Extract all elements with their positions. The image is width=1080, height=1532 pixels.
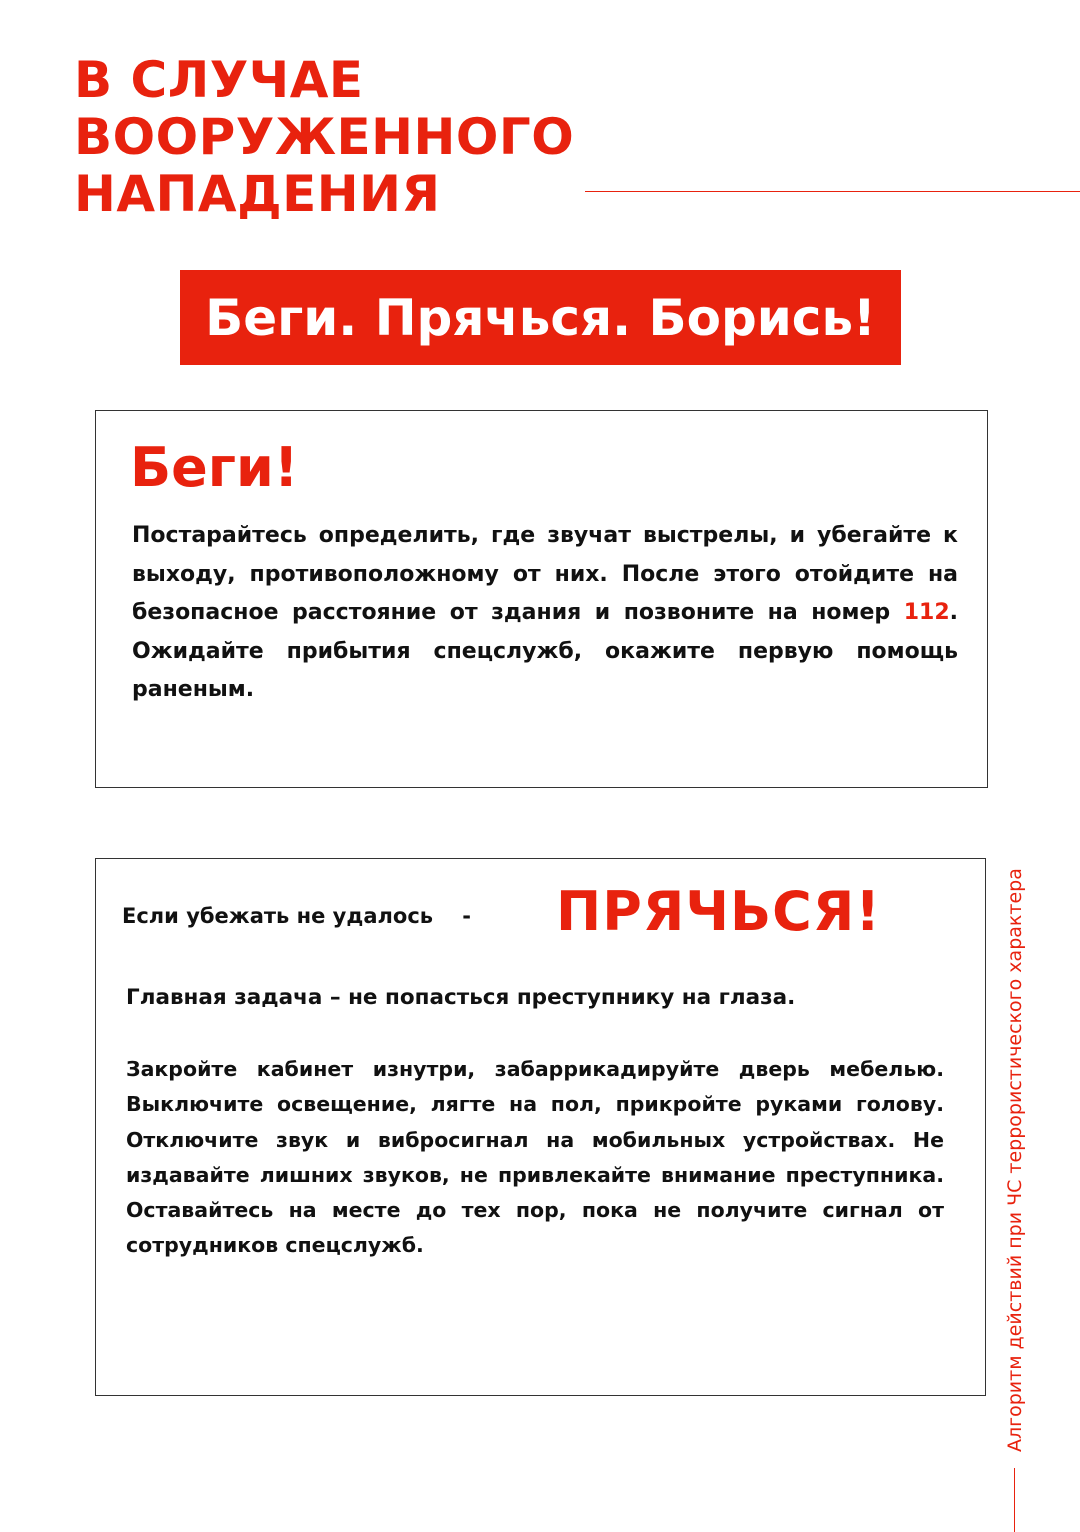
run-text-part-2: . Ожидайте прибытия спецслужб, окажите первую помощь раненым. xyxy=(132,600,958,702)
emergency-phone-number: 112 xyxy=(903,600,950,625)
hide-intro: Если убежать не удалось - xyxy=(122,904,472,928)
side-divider xyxy=(1014,1468,1015,1532)
run-instructions xyxy=(132,517,958,710)
hide-main-task: Главная задача – не попасться преступнику на глаза. xyxy=(126,985,796,1010)
run-heading: Беги! xyxy=(130,436,299,499)
title-divider xyxy=(585,191,1080,192)
page-title xyxy=(74,52,574,223)
hide-heading: ПРЯЧЬСЯ! xyxy=(556,880,881,943)
run-section xyxy=(95,410,988,788)
slogan-banner: Беги. Прячься. Борись! xyxy=(180,270,901,365)
page-title-line-3: НАПАДЕНИЯ xyxy=(74,165,441,223)
side-caption: Алгоритм действий при ЧС террористического характера xyxy=(1004,868,1026,1452)
page-title-line-1: В СЛУЧАЕ xyxy=(74,51,364,109)
page-title-line-2: ВООРУЖЕННОГО xyxy=(74,108,575,166)
hide-section xyxy=(95,858,986,1396)
hide-instructions: Закройте кабинет изнутри, забаррикадируйте дверь мебелью. Выключите освещение, лягте на пол, прикройте руками голову. Отключите звук и вибросигнал на мобильных устройствах. Не издавайте лишних звуков, не привлекайте внимание преступника. Оставайтесь на месте до тех пор, пока не получите сигнал от сотрудников спецслужб. xyxy=(126,1057,944,1258)
run-text-part-1: Постарайтесь определить, где звучат выстрелы, и убегайте к выходу, противоположному от них. После этого отойдите на безопасное расстояние от здания и позвоните на номер xyxy=(132,523,958,625)
